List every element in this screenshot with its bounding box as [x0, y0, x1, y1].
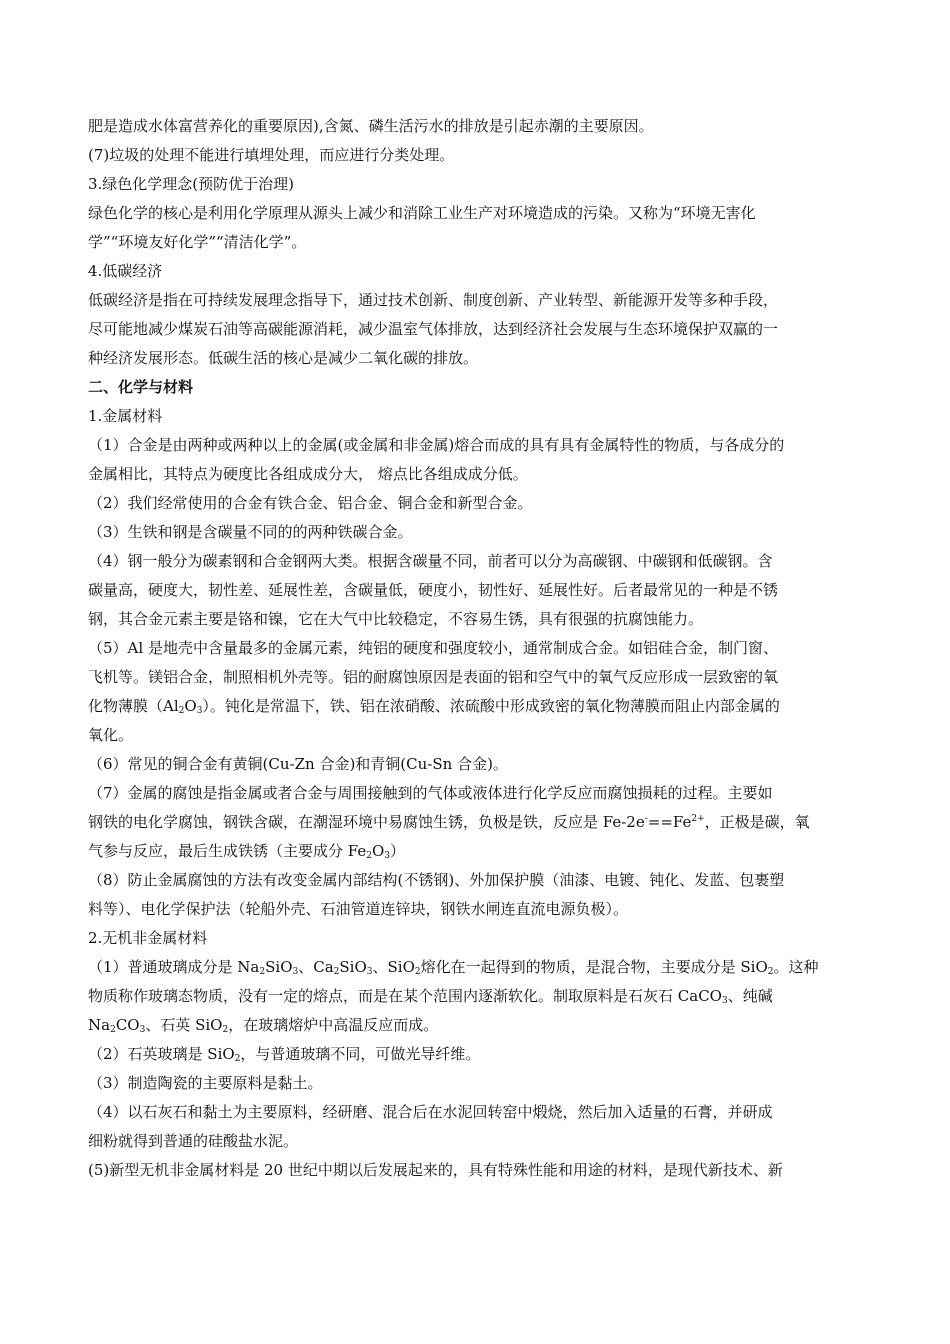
paragraph-line: 学”“环境友好化学”“清洁化学”。 — [88, 233, 307, 251]
text-run: 物质称作玻璃态物质，没有一定的熔点，而是在某个范围内逐渐软化。制取原料是石灰石 CaCO — [88, 987, 722, 1005]
subscript: 2 — [767, 967, 774, 977]
text-run: 化物薄膜（Al — [88, 697, 179, 715]
text-run: 、SiO — [372, 958, 415, 976]
subscript: 2 — [110, 1025, 116, 1035]
paragraph-line — [88, 953, 862, 982]
subscript: 3 — [366, 967, 373, 977]
text-run: ，正极是碳，氧 — [704, 813, 810, 831]
paragraph-line: 氧化。 — [88, 726, 134, 744]
subheading-inorganic-materials: 2.无机非金属材料 — [88, 929, 208, 947]
document-page — [88, 112, 862, 1185]
paragraph-line: （1）合金是由两种或两种以上的金属(或金属和非金属)熔合而成的具有具有金属特性的物质，与各成分的 — [88, 436, 785, 454]
text-run: O — [184, 697, 197, 715]
paragraph-line: 细粉就得到普通的硅酸盐水泥。 — [88, 1132, 299, 1150]
paragraph-line: 飞机等。镁铝合金，制照相机外壳等。铝的耐腐蚀原因是表面的铝和空气中的氧气反应形成一层致密的氧 — [88, 668, 779, 686]
paragraph-line: 种经济发展形态。低碳生活的核心是减少二氧化碳的排放。 — [88, 349, 479, 367]
subscript: 2 — [178, 706, 185, 716]
subscript: 2 — [366, 851, 372, 861]
subheading-low-carbon: 4.低碳经济 — [88, 262, 163, 280]
subscript: 3 — [721, 996, 728, 1006]
paragraph-line: (7)垃圾的处理不能进行填埋处理，而应进行分类处理。 — [88, 146, 455, 164]
text-run: 熔化在一起得到的物质，是混合物，主要成分是 SiO — [420, 958, 768, 976]
paragraph-line — [88, 837, 862, 866]
paragraph-line — [88, 1040, 862, 1069]
paragraph-line: （3）制造陶瓷的主要原料是黏土。 — [88, 1074, 323, 1092]
text-run: SiO — [339, 958, 367, 976]
subscript: 2 — [333, 967, 340, 977]
paragraph-line: （8）防止金属腐蚀的方法有改变金属内部结构(不锈钢)、外加保护膜（油漆、电镀、钝化、发蓝、包裹塑 — [88, 871, 785, 889]
paragraph-line: （2）我们经常使用的合金有铁合金、铝合金、铜合金和新型合金。 — [88, 494, 533, 512]
paragraph-line: 低碳经济是指在可持续发展理念指导下，通过技术创新、制度创新、产业转型、新能源开发等多种手段， — [88, 291, 779, 309]
text-run: 、Ca — [298, 958, 334, 976]
text-run: CO — [115, 1016, 140, 1034]
paragraph-line: 料等）、电化学保护法（轮船外壳、石油管道连锌块，钢铁水闸连直流电源负极）。 — [88, 900, 629, 918]
paragraph-line — [88, 692, 862, 721]
subscript: 3 — [196, 706, 203, 716]
paragraph-line: （3）生铁和钢是含碳量不同的的两种铁碳合金。 — [88, 523, 413, 541]
subscript: 2 — [414, 967, 421, 977]
paragraph-line — [88, 1011, 862, 1040]
text-run: Na — [88, 1016, 111, 1034]
text-run: ）。钝化是常温下，铁、铝在浓硝酸、浓硫酸中形成致密的氧化物薄膜而阻止内部金属的 — [202, 697, 780, 715]
text-run: ） — [390, 842, 406, 860]
text-run: （1）普通玻璃成分是 Na — [88, 958, 260, 976]
paragraph-line: 碳量高，硬度大，韧性差、延展性差，含碳量低，硬度小，韧性好、延展性好。后者最常见的一种是不锈 — [88, 581, 779, 599]
superscript: 2+ — [691, 814, 705, 824]
subscript: 2 — [234, 1054, 241, 1064]
paragraph-line — [88, 808, 862, 837]
text-run: 气参与反应，最后生成铁锈（主要成分 Fe — [88, 842, 367, 860]
subheading-metal-materials: 1.金属材料 — [88, 407, 163, 425]
text-run: 、纯碱 — [727, 987, 773, 1005]
paragraph-line: 尽可能地减少煤炭石油等高碳能源消耗，减少温室气体排放，达到经济社会发展与生态环境保护双赢的一 — [88, 320, 779, 338]
paragraph-line: （5）Al 是地壳中含量最多的金属元素，纯铝的硬度和强度较小，通常制成合金。如铝硅合金，制门窗、 — [88, 639, 778, 657]
text-run: 。这种 — [773, 958, 819, 976]
subheading-green-chemistry: 3.绿色化学理念(预防优于治理) — [88, 175, 295, 193]
subscript: 2 — [259, 967, 266, 977]
paragraph-line: 绿色化学的核心是利用化学原理从源头上减少和消除工业生产对环境造成的污染。又称为“环境无害化 — [88, 204, 756, 222]
text-run: O — [371, 842, 385, 860]
paragraph-line: （4）钢一般分为碳素钢和合金钢两大类。根据含碳量不同，前者可以分为高碳钢、中碳钢和低碳钢。含 — [88, 552, 773, 570]
paragraph-line: 金属相比，其特点为硬度比各组成成分大， 熔点比各组成成分低。 — [88, 465, 528, 483]
text-run: SiO — [265, 958, 293, 976]
paragraph-line: （4）以石灰石和黏土为主要原料，经研磨、混合后在水泥回转窑中煅烧，然后加入适量的石膏，并研成 — [88, 1103, 773, 1121]
paragraph-line: 钢，其合金元素主要是铬和镍，它在大气中比较稳定，不容易生锈，具有很强的抗腐蚀能力。 — [88, 610, 704, 628]
text-run: （2）石英玻璃是 SiO — [88, 1045, 235, 1063]
subscript: 3 — [384, 851, 391, 861]
text-run: ，与普通玻璃不同，可做光导纤维。 — [240, 1045, 481, 1063]
subscript: 3 — [139, 1025, 146, 1035]
subscript: 3 — [292, 967, 299, 977]
text-run: ==Fe — [647, 813, 692, 831]
paragraph-line: 肥是造成水体富营养化的重要原因),含氮、磷生活污水的排放是引起赤潮的主要原因。 — [88, 117, 654, 135]
text-run: ，在玻璃熔炉中高温反应而成。 — [228, 1016, 439, 1034]
paragraph-line: （6）常见的铜合金有黄铜(Cu-Zn 合金)和青铜(Cu-Sn 合金)。 — [88, 755, 508, 773]
superscript: - — [644, 814, 648, 824]
text-run: 、石英 SiO — [145, 1016, 223, 1034]
paragraph-line — [88, 982, 862, 1011]
paragraph-line: (5)新型无机非金属材料是 20 世纪中期以后发展起来的，具有特殊性能和用途的材料，是现代新技术、新 — [88, 1161, 783, 1179]
subscript: 2 — [222, 1025, 229, 1035]
section-heading: 二、化学与材料 — [88, 378, 194, 396]
paragraph-line: （7）金属的腐蚀是指金属或者合金与周围接触到的气体或液体进行化学反应而腐蚀损耗的过程。主要如 — [88, 784, 773, 802]
text-run: 钢铁的电化学腐蚀，钢铁含碳，在潮湿环境中易腐蚀生锈，负极是铁，反应是 Fe-2e — [88, 813, 645, 831]
